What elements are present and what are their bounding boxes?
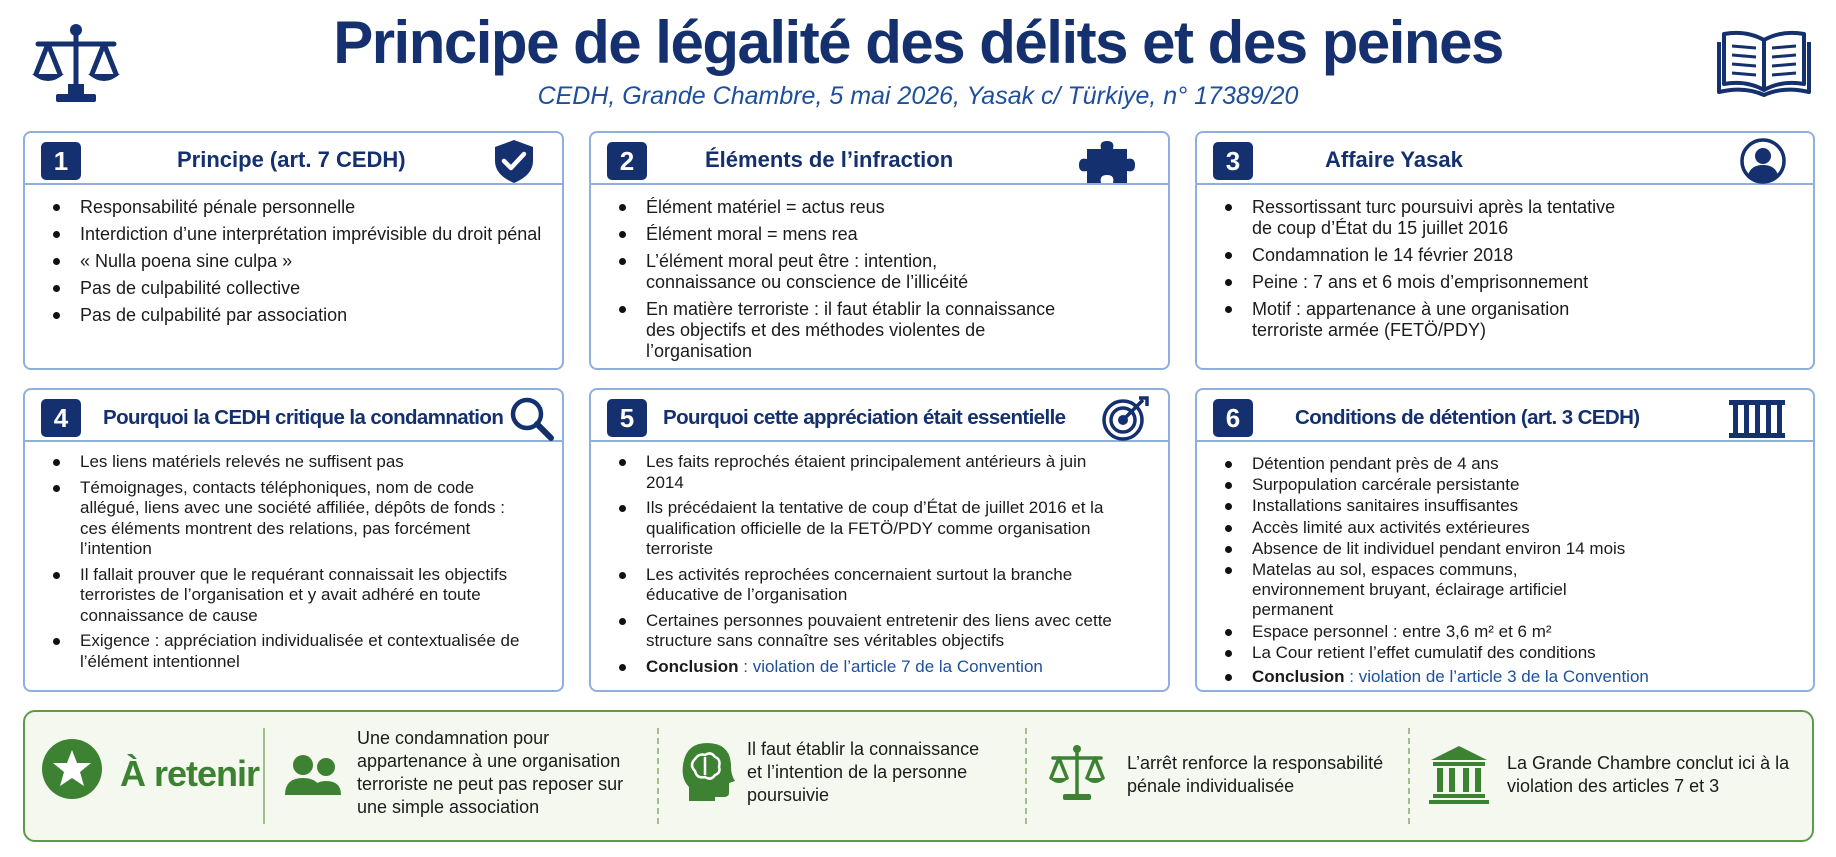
takeaway-text: La Grande Chambre conclut ici à la violation des articles 7 et 3	[1507, 753, 1790, 796]
list-item: L’élément moral peut être : intention, connaissance ou conscience de l’illicéité	[615, 251, 1154, 293]
card-title: Affaire Yasak	[1325, 147, 1463, 172]
list-item: Témoignages, contacts téléphoniques, nom de code allégué, liens avec une société affiliée, dépôts de fonds : ces éléments montrent des relations, pas forcément l’intention	[49, 478, 530, 560]
list-item: Matelas au sol, espaces communs, environnement bruyant, éclairage artificiel permanent	[1221, 560, 1799, 621]
card-principe	[23, 131, 564, 370]
list-item: Exigence : appréciation individualisée et contextualisée de l’élément intentionnel	[49, 631, 530, 672]
card-number: 1	[41, 142, 81, 180]
card-header	[591, 133, 1168, 185]
card-list	[615, 452, 1128, 682]
list-item: Il fallait prouver que le requérant connaissait les objectifs terroristes de l’organisation et y avait adhéré en toute connaissance de cause	[49, 565, 530, 627]
header	[0, 0, 1836, 125]
person-icon	[1737, 137, 1789, 185]
list-item: Les faits reprochés étaient principalement antérieurs à juin 2014	[615, 452, 1128, 493]
list-item: Élément matériel = actus reus	[615, 197, 1154, 218]
card-list	[49, 452, 530, 677]
list-item: Les liens matériels relevés ne suffisent pas	[49, 452, 530, 473]
card-title: Pourquoi cette appréciation était essentielle	[663, 406, 1066, 429]
divider	[263, 728, 265, 824]
card-header	[1197, 390, 1813, 442]
conclusion-text: : violation de l’article 3 de la Convention	[1344, 667, 1649, 687]
conclusion-label: Conclusion	[646, 656, 739, 676]
list-item: Certaines personnes pouvaient entretenir des liens avec cette structure sans connaître ses véritables objectifs	[615, 611, 1128, 652]
divider	[657, 728, 659, 824]
prison-bars-icon	[1727, 394, 1787, 442]
takeaway-text: L’arrêt renforce la responsabilité pénale individualisée	[1127, 753, 1384, 796]
list-item: Ressortissant turc poursuivi après la tentative de coup d’État du 15 juillet 2016	[1221, 197, 1799, 239]
divider	[1408, 728, 1410, 824]
page-subtitle: CEDH, Grande Chambre, 5 mai 2026, Yasak c/ Türkiye, n° 17389/20	[537, 82, 1299, 110]
scales-icon	[1045, 742, 1109, 806]
takeaway-text: Une condamnation pour appartenance à une organisation terroriste ne peut pas reposer sur une simple association	[357, 728, 624, 817]
card-essentielle	[589, 388, 1170, 692]
list-item: En matière terroriste : il faut établir la connaissance des objectifs et des méthodes violentes de l’organisation	[615, 299, 1154, 362]
card-title: Éléments de l’infraction	[705, 147, 954, 172]
card-number: 3	[1213, 142, 1253, 180]
list-item: Surpopulation carcérale persistante	[1221, 475, 1799, 495]
card-header	[1197, 133, 1813, 185]
card-title: Pourquoi la CEDH critique la condamnation	[103, 406, 504, 429]
takeaways-label: À retenir	[120, 753, 260, 794]
list-item: Accès limité aux activités extérieures	[1221, 518, 1799, 538]
puzzle-icon	[1079, 137, 1139, 185]
list-item: Interdiction d’une interprétation imprévisible du droit pénal	[49, 224, 548, 245]
card-number: 2	[607, 142, 647, 180]
list-item: Installations sanitaires insuffisantes	[1221, 496, 1799, 516]
card-header	[25, 133, 562, 185]
list-item: Absence de lit individuel pendant environ 14 mois	[1221, 539, 1799, 559]
target-icon	[1099, 394, 1151, 442]
card-header	[25, 390, 562, 442]
list-item: Détention pendant près de 4 ans	[1221, 454, 1799, 474]
list-item: Espace personnel : entre 3,6 m² et 6 m²	[1221, 622, 1799, 642]
list-item: Élément moral = mens rea	[615, 224, 1154, 245]
list-item: Pas de culpabilité collective	[49, 278, 548, 299]
card-number: 4	[41, 399, 81, 437]
card-affaire	[1195, 131, 1815, 370]
people-icon	[281, 745, 345, 809]
card-title: Conditions de détention (art. 3 CEDH)	[1295, 406, 1640, 429]
open-book-icon	[1716, 26, 1812, 98]
list-item: Responsabilité pénale personnelle	[49, 197, 548, 218]
card-header	[591, 390, 1168, 442]
card-list	[49, 197, 548, 332]
conclusion-item	[615, 657, 1128, 678]
shield-check-icon	[488, 137, 540, 185]
card-list	[1221, 197, 1799, 347]
list-item: Peine : 7 ans et 6 mois d’emprisonnement	[1221, 272, 1799, 293]
card-elements	[589, 131, 1170, 370]
card-list	[1221, 454, 1799, 688]
card-critique	[23, 388, 564, 692]
conclusion-item	[1221, 667, 1799, 687]
brain-head-icon	[677, 739, 741, 803]
star-badge-icon	[41, 738, 103, 800]
list-item: Condamnation le 14 février 2018	[1221, 245, 1799, 266]
card-detention	[1195, 388, 1815, 692]
card-number: 5	[607, 399, 647, 437]
page-title: Principe de légalité des délits et des peines	[333, 9, 1503, 76]
list-item: Les activités reprochées concernaient surtout la branche éducative de l’organisation	[615, 565, 1128, 606]
conclusion-label: Conclusion	[1252, 667, 1345, 687]
card-title: Principe (art. 7 CEDH)	[177, 147, 406, 172]
divider	[1025, 728, 1027, 824]
list-item: Pas de culpabilité par association	[49, 305, 548, 326]
courthouse-icon	[1427, 742, 1491, 806]
magnifier-icon	[507, 394, 559, 442]
list-item: Ils précédaient la tentative de coup d’État de juillet 2016 et la qualification officielle de la FETÖ/PDY comme organisation terroriste	[615, 498, 1128, 560]
takeaways-panel	[23, 710, 1814, 842]
conclusion-text: : violation de l’article 7 de la Convention	[738, 656, 1043, 676]
card-number: 6	[1213, 399, 1253, 437]
list-item: La Cour retient l’effet cumulatif des conditions	[1221, 643, 1799, 663]
list-item: « Nulla poena sine culpa »	[49, 251, 548, 272]
card-list	[615, 197, 1154, 368]
takeaway-text: Il faut établir la connaissance et l’intention de la personne poursuivie	[747, 739, 980, 805]
list-item: Motif : appartenance à une organisation terroriste armée (FETÖ/PDY)	[1221, 299, 1799, 341]
